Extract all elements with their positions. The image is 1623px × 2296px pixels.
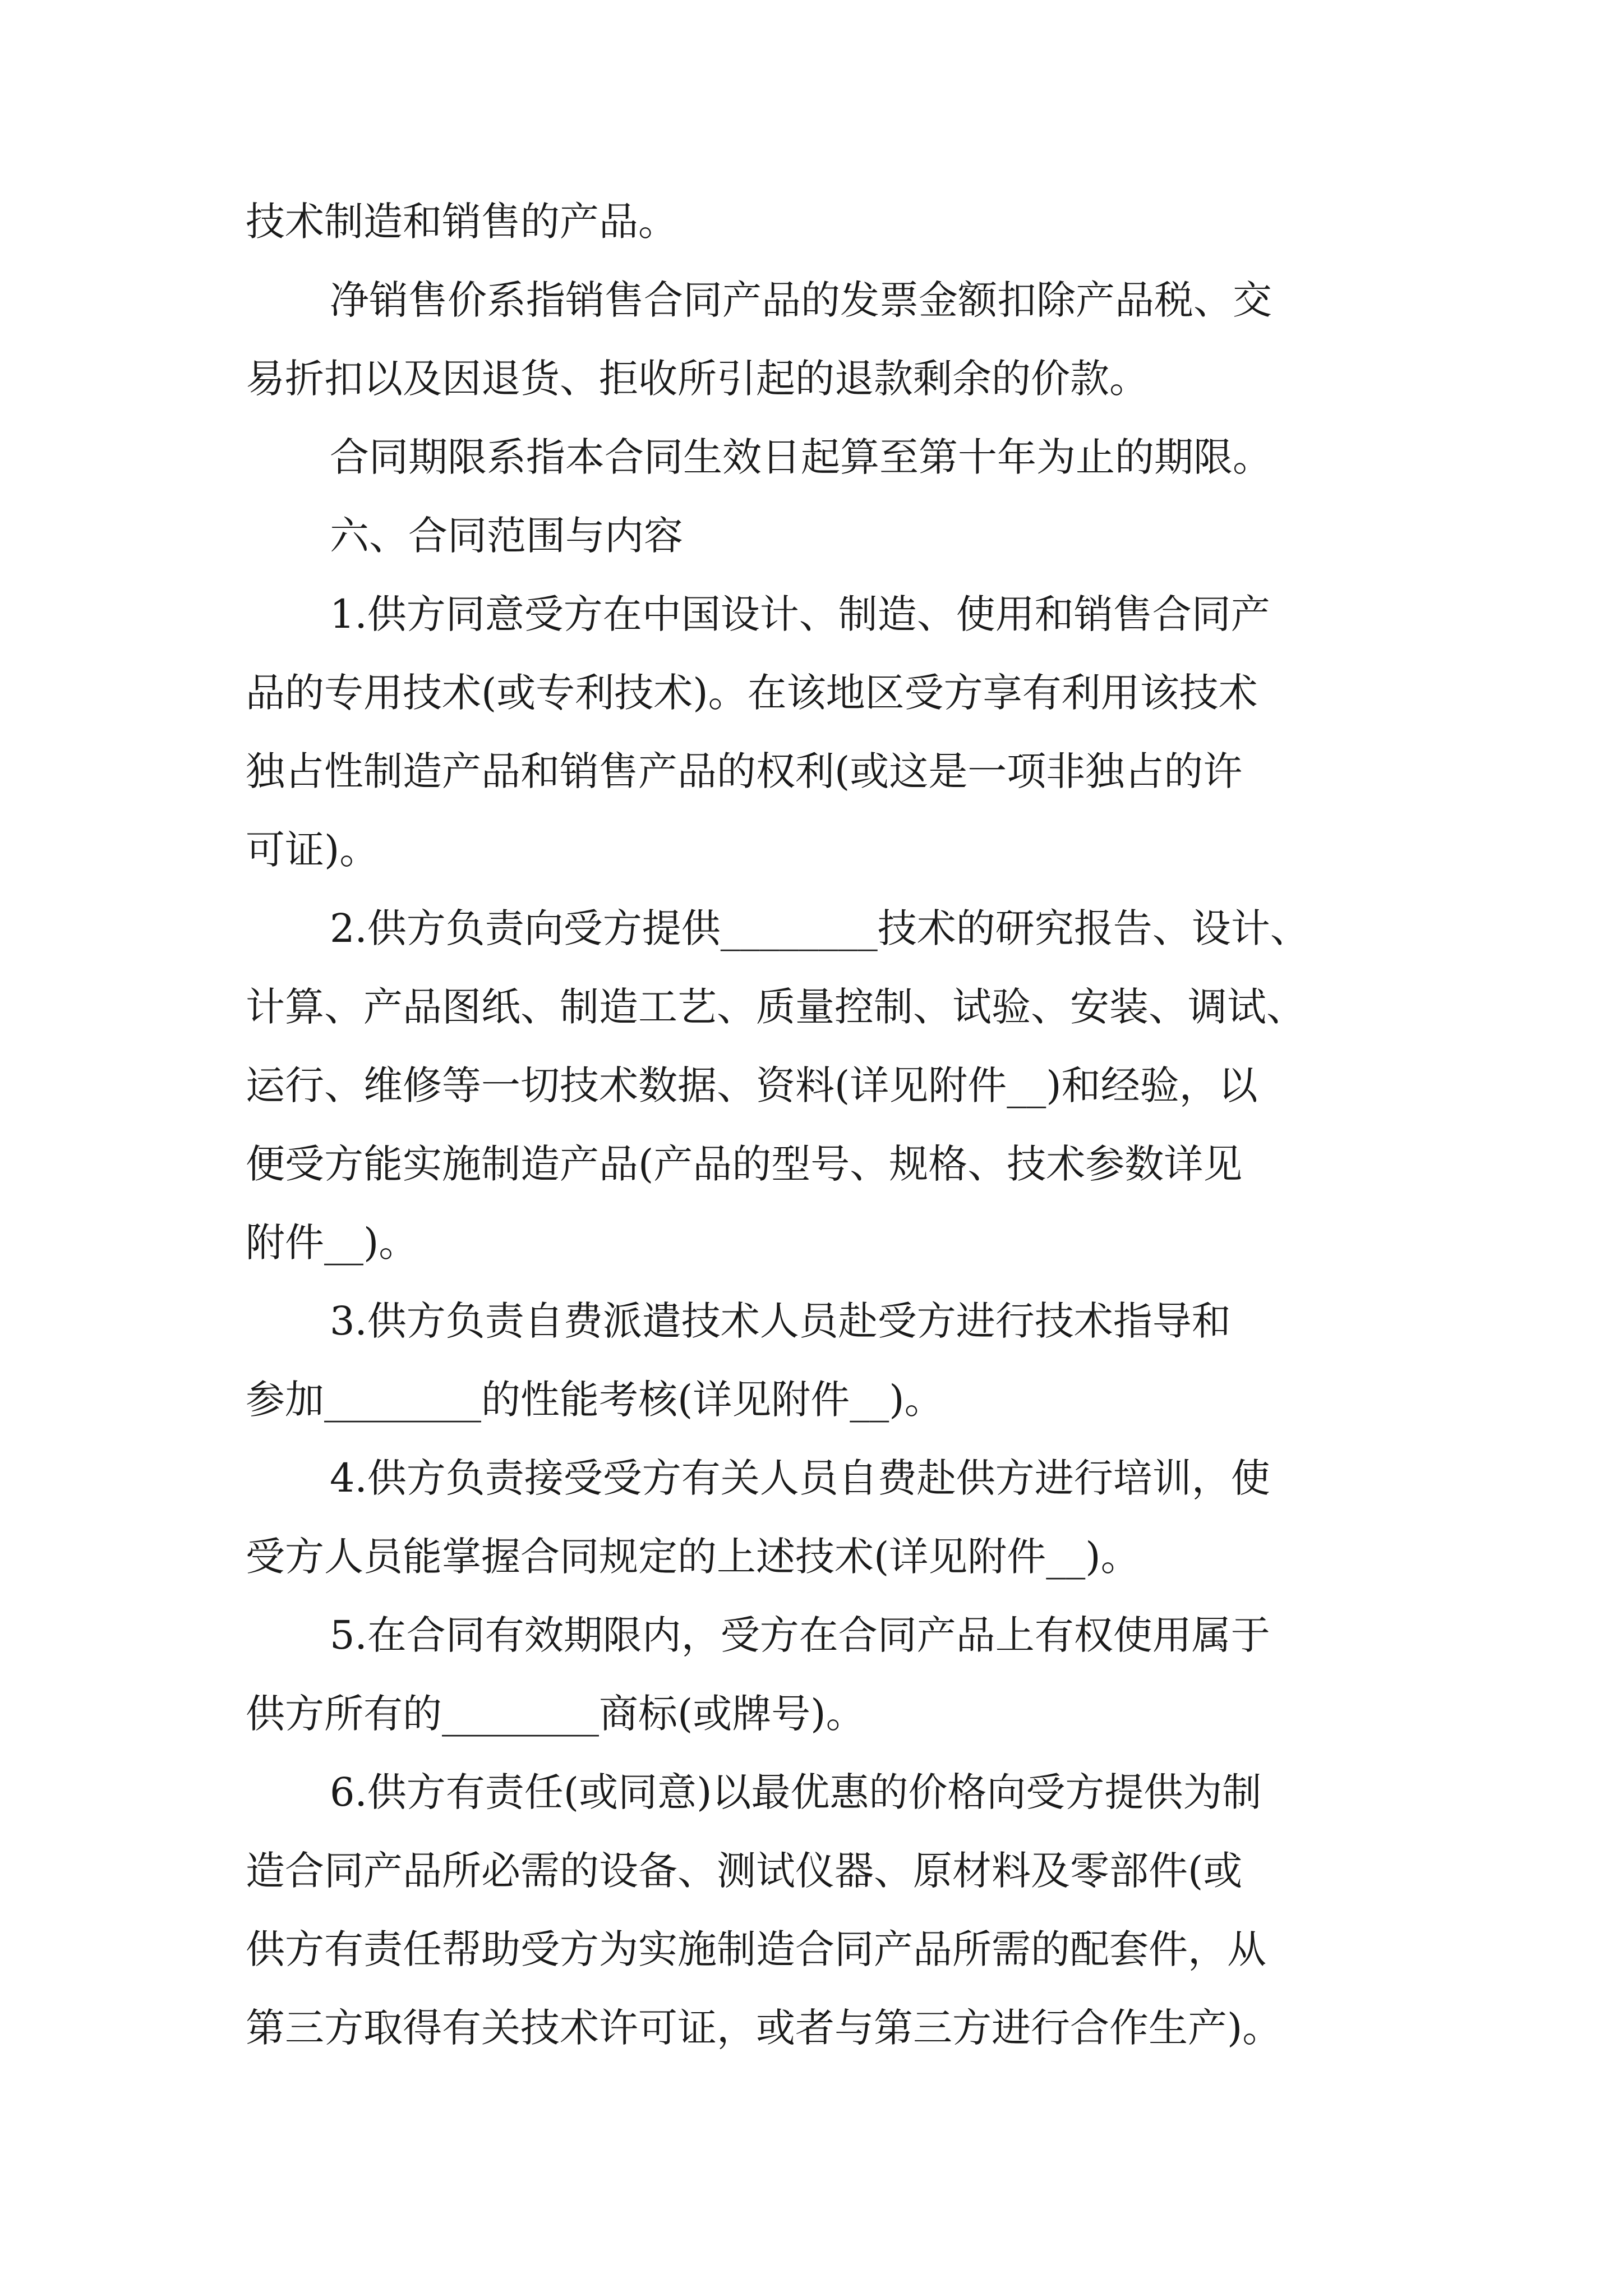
paragraph-line: 附件__)。 xyxy=(246,1220,418,1266)
paragraph-line: 计算、产品图纸、制造工艺、质量控制、试验、安装、调试、 xyxy=(246,984,1306,1030)
paragraph-line: 供方所有的________商标(或牌号)。 xyxy=(246,1691,865,1737)
section-heading: 六、合同范围与内容 xyxy=(330,513,683,559)
paragraph-line: 受方人员能掌握合同规定的上述技术(详见附件__)。 xyxy=(246,1534,1140,1580)
paragraph-line: 6.供方有责任(或同意)以最优惠的价格向受方提供为制 xyxy=(330,1769,1262,1815)
paragraph-line: 造合同产品所必需的设备、测试仪器、原材料及零部件(或 xyxy=(246,1848,1243,1894)
paragraph-line: 易折扣以及因退货、拒收所引起的退款剩余的价款。 xyxy=(246,356,1149,402)
paragraph-line: 净销售价系指销售合同产品的发票金额扣除产品税、交 xyxy=(330,277,1272,323)
paragraph-line: 1.供方同意受方在中国设计、制造、使用和销售合同产 xyxy=(330,591,1270,637)
paragraph-line: 独占性制造产品和销售产品的权利(或这是一项非独占的许 xyxy=(246,748,1243,794)
paragraph-line: 便受方能实施制造产品(产品的型号、规格、技术参数详见 xyxy=(246,1141,1243,1187)
paragraph-line: 4.供方负责接受受方有关人员自费赴供方进行培训，使 xyxy=(330,1455,1270,1501)
paragraph-line: 第三方取得有关技术许可证，或者与第三方进行合作生产)。 xyxy=(246,2005,1282,2051)
paragraph-line: 供方有责任帮助受方为实施制造合同产品所需的配套件，从 xyxy=(246,1926,1266,1972)
paragraph-line: 3.供方负责自费派遣技术人员赴受方进行技术指导和 xyxy=(330,1298,1231,1344)
paragraph-line: 2.供方负责向受方提供________技术的研究报告、设计、 xyxy=(330,905,1310,951)
paragraph-line: 参加________的性能考核(详见附件__)。 xyxy=(246,1377,944,1423)
paragraph-line: 品的专用技术(或专利技术)。在该地区受方享有利用该技术 xyxy=(246,670,1258,716)
paragraph-line: 技术制造和销售的产品。 xyxy=(246,199,677,245)
paragraph-line: 合同期限系指本合同生效日起算至第十年为止的期限。 xyxy=(330,434,1272,480)
paragraph-line: 可证)。 xyxy=(246,827,379,873)
paragraph-line: 5.在合同有效期限内，受方在合同产品上有权使用属于 xyxy=(330,1612,1270,1658)
paragraph-line: 运行、维修等一切技术数据、资料(详见附件__)和经验，以 xyxy=(246,1062,1258,1108)
